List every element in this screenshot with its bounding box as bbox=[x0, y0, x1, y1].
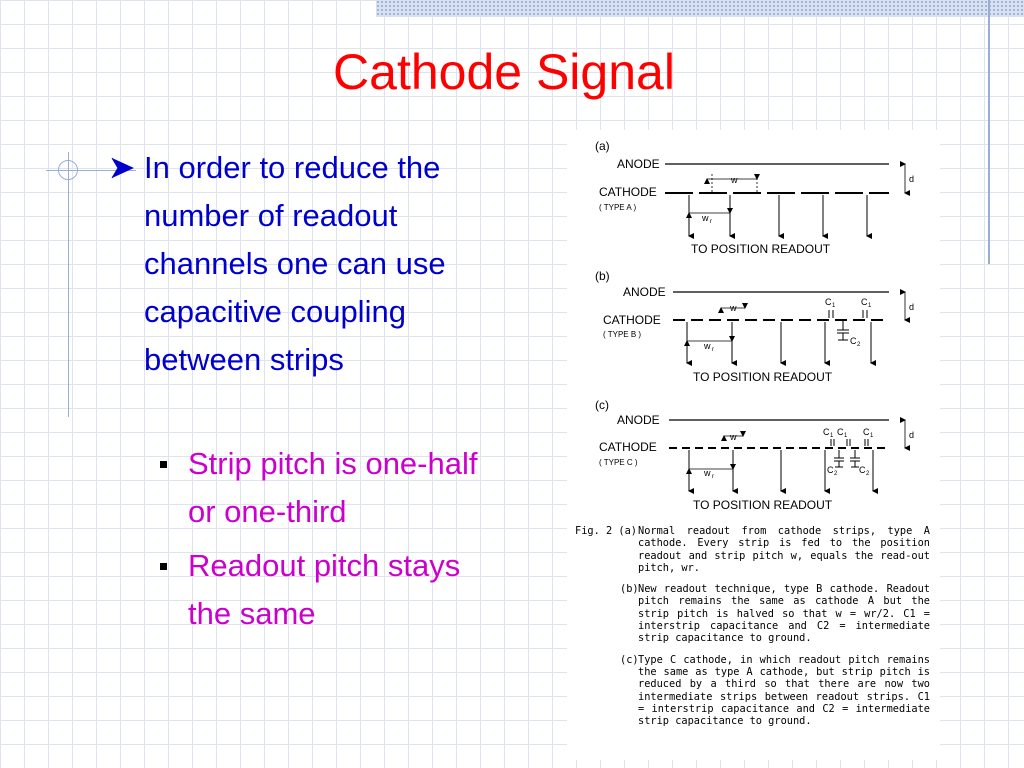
svg-text:1: 1 bbox=[830, 433, 834, 439]
panel-a-wr-sub: r bbox=[710, 219, 712, 225]
left-decorative-circle bbox=[58, 160, 78, 180]
caption-b-text: New readout technique, type B cathode. Readout pitch remains the same as cathode A but the strip pitch is halved so that w = wr/2. C1 = interstrip capacitance and C2 = intermediate strip capacitance to ground. bbox=[638, 583, 930, 645]
svg-text:2: 2 bbox=[857, 342, 861, 348]
svg-text:1: 1 bbox=[832, 303, 836, 309]
panel-b-anode: ANODE bbox=[623, 285, 666, 299]
cathode-schematic bbox=[567, 130, 940, 525]
main-bullet bbox=[110, 144, 490, 384]
caption-c bbox=[575, 654, 930, 728]
panel-b-w: w bbox=[730, 303, 737, 313]
caption-fig-label: Fig. 2 (a) bbox=[575, 525, 638, 537]
panel-c bbox=[595, 398, 914, 512]
panel-b-wr-sub: r bbox=[712, 347, 714, 353]
panel-b-c1-label: C bbox=[825, 297, 832, 307]
main-bullet-text: In order to reduce the number of readout channels one can use capacitive coupling between strips bbox=[144, 150, 446, 377]
panel-b-cathode: CATHODE bbox=[603, 313, 661, 327]
panel-c-type: ( TYPE C ) bbox=[599, 458, 638, 467]
svg-text:C: C bbox=[827, 465, 834, 475]
panel-a-anode: ANODE bbox=[617, 157, 660, 171]
svg-text:2: 2 bbox=[866, 471, 870, 477]
panel-c-d: d bbox=[909, 430, 915, 440]
caption-a-text: Normal readout from cathode strips, type A cathode. Every strip is fed to the position readout and strip pitch w, equals the read-out pitch, wr. bbox=[638, 525, 930, 574]
panel-b-d: d bbox=[909, 302, 915, 312]
sub-bullet-text-1: Strip pitch is one-half or one-third bbox=[188, 446, 478, 529]
caption-b bbox=[575, 583, 930, 644]
svg-text:2: 2 bbox=[834, 471, 838, 477]
panel-a-readout: TO POSITION READOUT bbox=[691, 242, 831, 256]
panel-c-readout: TO POSITION READOUT bbox=[693, 498, 833, 512]
panel-c-cathode: CATHODE bbox=[599, 440, 657, 454]
svg-text:1: 1 bbox=[844, 433, 848, 439]
panel-b-label: (b) bbox=[595, 269, 610, 283]
top-decorative-band bbox=[376, 0, 1024, 17]
panel-b-wr: w bbox=[704, 341, 711, 351]
panel-a-type: ( TYPE A ) bbox=[599, 203, 637, 212]
caption-a bbox=[575, 525, 930, 574]
svg-text:C: C bbox=[863, 427, 870, 437]
panel-a-label: (a) bbox=[595, 139, 610, 153]
svg-text:1: 1 bbox=[868, 303, 872, 309]
panel-a-d: d bbox=[909, 174, 915, 184]
panel-c-wr-sub: r bbox=[712, 474, 714, 480]
left-decorative-line bbox=[68, 152, 69, 417]
sub-bullet-2 bbox=[160, 542, 510, 638]
panel-b-c2-label: C bbox=[850, 336, 857, 346]
panel-c-wr: w bbox=[704, 468, 711, 478]
caption-c-label: (c) bbox=[620, 653, 639, 666]
panel-b bbox=[595, 269, 914, 384]
square-bullet-icon bbox=[160, 563, 167, 570]
figure-caption bbox=[575, 525, 930, 727]
svg-text:C: C bbox=[837, 427, 844, 437]
panel-a-cathode: CATHODE bbox=[599, 185, 657, 199]
panel-c-anode: ANODE bbox=[617, 413, 660, 427]
svg-text:C: C bbox=[859, 465, 866, 475]
panel-a-w: w bbox=[731, 175, 738, 185]
svg-text:C: C bbox=[823, 427, 830, 437]
panel-b-type: ( TYPE B ) bbox=[603, 330, 642, 339]
panel-c-label: (c) bbox=[595, 398, 609, 412]
panel-b-readout: TO POSITION READOUT bbox=[693, 370, 833, 384]
caption-c-text: Type C cathode, in which readout pitch remains the same as type A cathode, but strip pitch is reduced by a third so that there are now two intermediate strips between readout strips. C1 = interstrip capacitance and C2 = intermediate strip capacitance to ground. bbox=[638, 653, 930, 728]
sub-bullet-text-2: Readout pitch stays the same bbox=[188, 548, 461, 631]
panel-a-wr: w bbox=[702, 213, 709, 223]
cathode-readout-figure bbox=[567, 130, 940, 760]
sub-bullet-1 bbox=[160, 440, 510, 536]
panel-a bbox=[595, 139, 914, 256]
square-bullet-icon bbox=[160, 461, 167, 468]
arrowhead-bullet-icon bbox=[110, 156, 136, 180]
caption-b-label: (b) bbox=[620, 583, 639, 596]
panel-c-w: w bbox=[730, 432, 737, 442]
svg-text:1: 1 bbox=[870, 433, 874, 439]
slide-title: Cathode Signal bbox=[333, 44, 675, 100]
panel-b-c1b-label: C bbox=[861, 297, 868, 307]
